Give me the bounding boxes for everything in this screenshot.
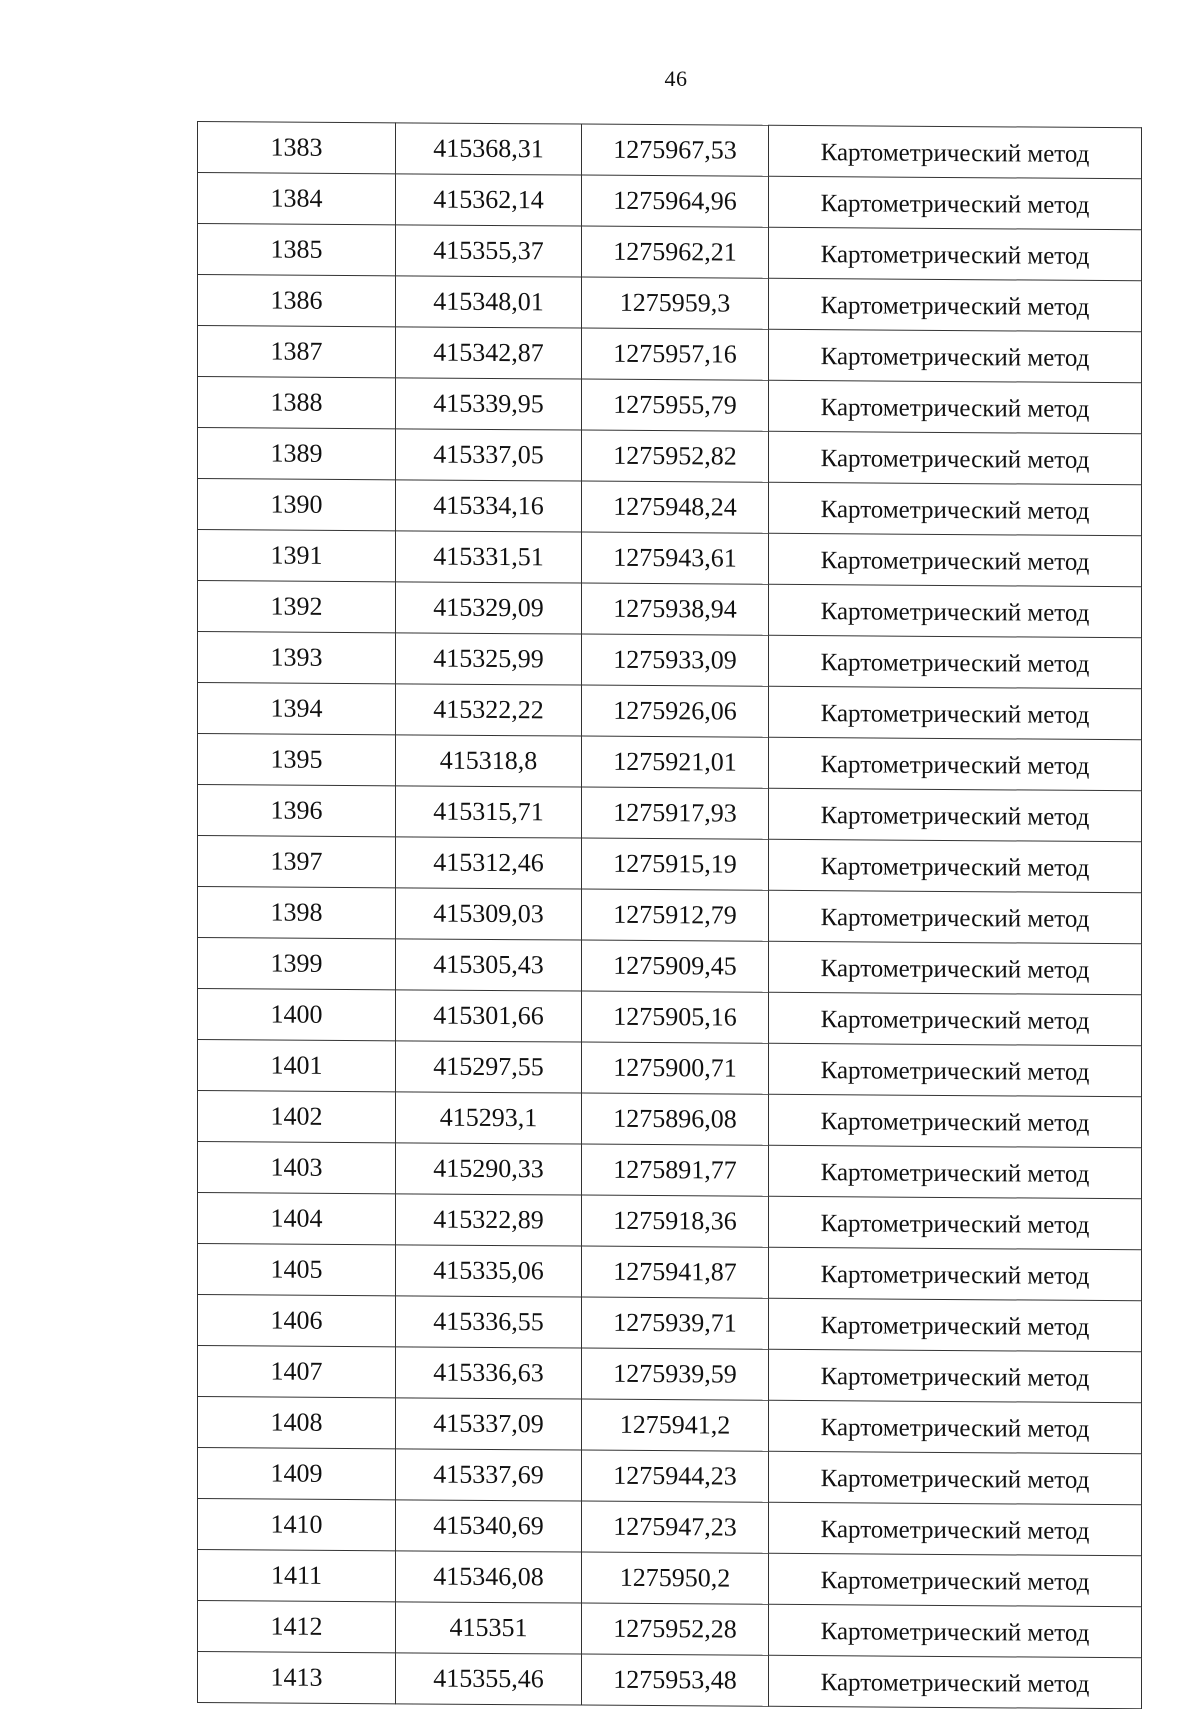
coordinates-table	[197, 121, 1142, 1709]
method-cell: Картометрический метод	[769, 176, 1142, 229]
y-coordinate-cell: 1275941,2	[582, 1399, 769, 1451]
method-cell: Картометрический метод	[769, 1400, 1142, 1453]
table-row	[198, 683, 1142, 740]
y-coordinate-cell: 1275941,87	[582, 1246, 769, 1298]
method-cell: Картометрический метод	[769, 380, 1142, 433]
table-row	[198, 479, 1142, 536]
x-coordinate-cell: 415329,09	[396, 582, 582, 634]
method-cell: Картометрический метод	[769, 1451, 1142, 1504]
table-row	[198, 1142, 1142, 1199]
y-coordinate-cell: 1275957,16	[582, 328, 769, 380]
y-coordinate-cell: 1275950,2	[582, 1552, 769, 1604]
y-coordinate-cell: 1275962,21	[582, 226, 769, 278]
y-coordinate-cell: 1275938,94	[582, 583, 769, 635]
method-cell: Картометрический метод	[769, 1349, 1142, 1402]
x-coordinate-cell: 415336,55	[396, 1296, 582, 1348]
table-row	[198, 275, 1142, 332]
method-cell: Картометрический метод	[769, 890, 1142, 943]
point-number-cell: 1412	[198, 1601, 396, 1653]
y-coordinate-cell: 1275952,82	[582, 430, 769, 482]
table-row	[198, 1601, 1142, 1658]
method-cell: Картометрический метод	[769, 227, 1142, 280]
table-row	[198, 581, 1142, 638]
method-cell: Картометрический метод	[769, 431, 1142, 484]
method-cell: Картометрический метод	[769, 329, 1142, 382]
method-cell: Картометрический метод	[769, 737, 1142, 790]
method-cell: Картометрический метод	[769, 533, 1142, 586]
x-coordinate-cell: 415305,43	[396, 939, 582, 991]
method-cell: Картометрический метод	[769, 635, 1142, 688]
method-cell: Картометрический метод	[769, 1502, 1142, 1555]
y-coordinate-cell: 1275891,77	[582, 1144, 769, 1196]
table-row	[198, 887, 1142, 944]
x-coordinate-cell: 415312,46	[396, 837, 582, 889]
x-coordinate-cell: 415337,09	[396, 1398, 582, 1450]
y-coordinate-cell: 1275909,45	[582, 940, 769, 992]
y-coordinate-cell: 1275959,3	[582, 277, 769, 329]
x-coordinate-cell: 415322,89	[396, 1194, 582, 1246]
table-row	[198, 1652, 1142, 1709]
point-number-cell: 1391	[198, 530, 396, 582]
table-row	[198, 173, 1142, 230]
table-row	[198, 1499, 1142, 1556]
x-coordinate-cell: 415331,51	[396, 531, 582, 583]
x-coordinate-cell: 415325,99	[396, 633, 582, 685]
point-number-cell: 1388	[198, 377, 396, 429]
point-number-cell: 1411	[198, 1550, 396, 1602]
x-coordinate-cell: 415297,55	[396, 1041, 582, 1093]
table-row	[198, 1448, 1142, 1505]
point-number-cell: 1393	[198, 632, 396, 684]
point-number-cell: 1396	[198, 785, 396, 837]
table-row	[198, 938, 1142, 995]
method-cell: Картометрический метод	[769, 686, 1142, 739]
y-coordinate-cell: 1275939,59	[582, 1348, 769, 1400]
method-cell: Картометрический метод	[769, 584, 1142, 637]
y-coordinate-cell: 1275947,23	[582, 1501, 769, 1553]
table-row	[198, 1193, 1142, 1250]
table-row	[198, 1397, 1142, 1454]
y-coordinate-cell: 1275918,36	[582, 1195, 769, 1247]
point-number-cell: 1413	[198, 1652, 396, 1704]
method-cell: Картометрический метод	[769, 482, 1142, 535]
y-coordinate-cell: 1275964,96	[582, 175, 769, 227]
point-number-cell: 1397	[198, 836, 396, 888]
x-coordinate-cell: 415346,08	[396, 1551, 582, 1603]
table-row	[198, 428, 1142, 485]
method-cell: Картометрический метод	[769, 1247, 1142, 1300]
x-coordinate-cell: 415337,69	[396, 1449, 582, 1501]
table-row	[198, 1091, 1142, 1148]
y-coordinate-cell: 1275933,09	[582, 634, 769, 686]
table-row	[198, 530, 1142, 587]
table-row	[198, 1346, 1142, 1403]
point-number-cell: 1410	[198, 1499, 396, 1551]
x-coordinate-cell: 415362,14	[396, 174, 582, 226]
method-cell: Картометрический метод	[769, 1043, 1142, 1096]
point-number-cell: 1392	[198, 581, 396, 633]
x-coordinate-cell: 415368,31	[396, 123, 582, 175]
table-row	[198, 785, 1142, 842]
method-cell: Картометрический метод	[769, 1298, 1142, 1351]
table-row	[198, 1040, 1142, 1097]
point-number-cell: 1387	[198, 326, 396, 378]
table-row	[198, 1550, 1142, 1607]
point-number-cell: 1398	[198, 887, 396, 939]
y-coordinate-cell: 1275917,93	[582, 787, 769, 839]
x-coordinate-cell: 415301,66	[396, 990, 582, 1042]
x-coordinate-cell: 415334,16	[396, 480, 582, 532]
point-number-cell: 1405	[198, 1244, 396, 1296]
method-cell: Картометрический метод	[769, 992, 1142, 1045]
point-number-cell: 1386	[198, 275, 396, 327]
point-number-cell: 1406	[198, 1295, 396, 1347]
y-coordinate-cell: 1275944,23	[582, 1450, 769, 1502]
x-coordinate-cell: 415336,63	[396, 1347, 582, 1399]
y-coordinate-cell: 1275912,79	[582, 889, 769, 941]
y-coordinate-cell: 1275939,71	[582, 1297, 769, 1349]
method-cell: Картометрический метод	[769, 941, 1142, 994]
x-coordinate-cell: 415342,87	[396, 327, 582, 379]
point-number-cell: 1383	[198, 122, 396, 174]
y-coordinate-cell: 1275943,61	[582, 532, 769, 584]
x-coordinate-cell: 415337,05	[396, 429, 582, 481]
point-number-cell: 1400	[198, 989, 396, 1041]
method-cell: Картометрический метод	[769, 788, 1142, 841]
method-cell: Картометрический метод	[769, 278, 1142, 331]
method-cell: Картометрический метод	[769, 1553, 1142, 1606]
x-coordinate-cell: 415340,69	[396, 1500, 582, 1552]
y-coordinate-cell: 1275900,71	[582, 1042, 769, 1094]
point-number-cell: 1385	[198, 224, 396, 276]
point-number-cell: 1384	[198, 173, 396, 225]
x-coordinate-cell: 415315,71	[396, 786, 582, 838]
y-coordinate-cell: 1275921,01	[582, 736, 769, 788]
table-row	[198, 632, 1142, 689]
y-coordinate-cell: 1275952,28	[582, 1603, 769, 1655]
x-coordinate-cell: 415322,22	[396, 684, 582, 736]
table-row	[198, 1295, 1142, 1352]
x-coordinate-cell: 415355,46	[396, 1653, 582, 1705]
page-number: 46	[664, 66, 688, 91]
point-number-cell: 1402	[198, 1091, 396, 1143]
table-row	[198, 122, 1142, 179]
y-coordinate-cell: 1275896,08	[582, 1093, 769, 1145]
y-coordinate-cell: 1275948,24	[582, 481, 769, 533]
x-coordinate-cell: 415290,33	[396, 1143, 582, 1195]
point-number-cell: 1395	[198, 734, 396, 786]
table-row	[198, 1244, 1142, 1301]
x-coordinate-cell: 415309,03	[396, 888, 582, 940]
method-cell: Картометрический метод	[769, 125, 1142, 178]
point-number-cell: 1403	[198, 1142, 396, 1194]
method-cell: Картометрический метод	[769, 1604, 1142, 1657]
table-row	[198, 326, 1142, 383]
method-cell: Картометрический метод	[769, 1145, 1142, 1198]
x-coordinate-cell: 415318,8	[396, 735, 582, 787]
point-number-cell: 1394	[198, 683, 396, 735]
y-coordinate-cell: 1275953,48	[582, 1654, 769, 1706]
point-number-cell: 1404	[198, 1193, 396, 1245]
y-coordinate-cell: 1275926,06	[582, 685, 769, 737]
table-row	[198, 989, 1142, 1046]
point-number-cell: 1408	[198, 1397, 396, 1449]
point-number-cell: 1399	[198, 938, 396, 990]
point-number-cell: 1407	[198, 1346, 396, 1398]
y-coordinate-cell: 1275955,79	[582, 379, 769, 431]
table-row	[198, 377, 1142, 434]
method-cell: Картометрический метод	[769, 839, 1142, 892]
point-number-cell: 1401	[198, 1040, 396, 1092]
method-cell: Картометрический метод	[769, 1655, 1142, 1708]
x-coordinate-cell: 415339,95	[396, 378, 582, 430]
x-coordinate-cell: 415348,01	[396, 276, 582, 328]
table-row	[198, 734, 1142, 791]
x-coordinate-cell: 415335,06	[396, 1245, 582, 1297]
point-number-cell: 1390	[198, 479, 396, 531]
coordinates-table-body	[198, 122, 1142, 1709]
table-row	[198, 836, 1142, 893]
point-number-cell: 1409	[198, 1448, 396, 1500]
y-coordinate-cell: 1275915,19	[582, 838, 769, 890]
x-coordinate-cell: 415351	[396, 1602, 582, 1654]
table-row	[198, 224, 1142, 281]
method-cell: Картометрический метод	[769, 1094, 1142, 1147]
y-coordinate-cell: 1275967,53	[582, 124, 769, 176]
x-coordinate-cell: 415355,37	[396, 225, 582, 277]
method-cell: Картометрический метод	[769, 1196, 1142, 1249]
point-number-cell: 1389	[198, 428, 396, 480]
x-coordinate-cell: 415293,1	[396, 1092, 582, 1144]
y-coordinate-cell: 1275905,16	[582, 991, 769, 1043]
